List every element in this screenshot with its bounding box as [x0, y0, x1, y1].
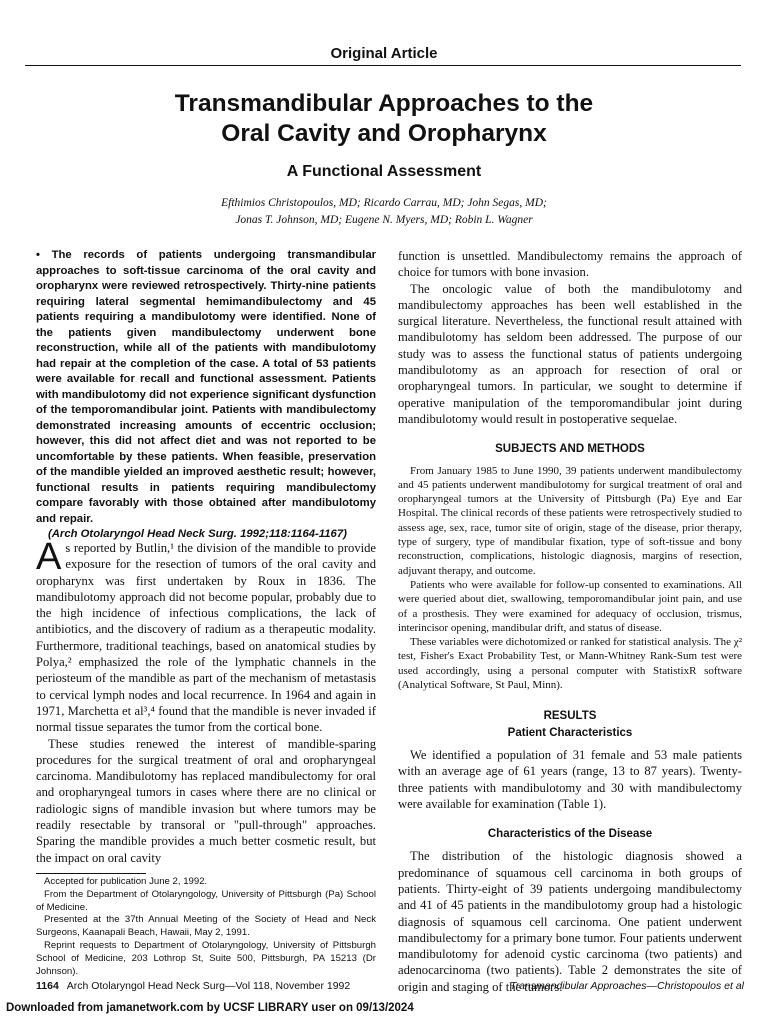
download-notice: Downloaded from jamanetwork.com by UCSF LIBRARY user on 09/13/2024 — [6, 1002, 414, 1014]
patient-characteristics-heading: Patient Characteristics — [507, 726, 633, 739]
results-heading: RESULTS — [543, 710, 597, 723]
abstract — [36, 248, 376, 543]
journal-info: Arch Otolaryngol Head Neck Surg—Vol 118, November 1992 — [66, 980, 351, 992]
footnote-rule — [36, 873, 146, 874]
running-title: Transmandibular Approaches—Christopoulos et al — [509, 980, 744, 992]
article-subtitle: A Functional Assessment — [286, 163, 482, 180]
intro-paragraph-1: As reported by Butlin,¹ the division of the mandible to provide exposure for the resection of tumors of the oral cavity and oropharynx was first undertaken by Roux in 1836. The mandibulotomy approach did not become popular, probably due to the high incidence of infectious complications, the lack of antibiotics, and the discovery of radium as a therapeutic modality. Furthermore, traditional teachings, based on anatomical studies by Polya,² emphasized the role of the lymphatic channels in the periosteum of the mandible as part of the mechanism of metastasis to cervical lymph nodes and local recurrence. In 1964 and again in 1971, Marchetta et al³,⁴ found that the mandible is never invaded if normal tissue separates the tumor from the cortical bone. — [36, 536, 376, 735]
abstract-text: • The records of patients undergoing transmandibular approaches to soft-tissue carcinoma of the oral cavity and oropharynx were reviewed retrospectively. Thirty-nine patients requiring lateral segmental hemimandibulectomy and 45 patients requiring a mandibulotomy were identified. None of the patients given mandibulectomy underwent bone reconstruction, while all of the patients with mandibulotomy had repair at the completion of the case. A total of 53 patients were available for recall and functional assessment. Patients with mandibulotomy did not experience significant dysfunction of the temporomandibular joint. Patients with mandibulectomy demonstrated increasing amounts of eccentric occlusion; however, this did not affect diet and was not reported to be uncomfortable by these patients. When feasible, preservation of the mandible yielded an improved aesthetic result; however, functional results in patients requiring mandibulectomy compare favorably with those obtained after mandibulotomy and repair. — [36, 249, 376, 525]
right-column — [398, 248, 742, 995]
footnote-affiliation: From the Department of Otolaryngology, University of Pittsburgh (Pa) School of Medicine. — [36, 888, 376, 913]
page-footer-left — [36, 980, 350, 992]
abstract-citation: (Arch Otolaryngol Head Neck Surg. 1992;118:1164-1167) — [48, 528, 347, 540]
disease-characteristics-heading: Characteristics of the Disease — [487, 828, 653, 841]
methods-heading: SUBJECTS AND METHODS — [495, 443, 645, 456]
footnote-reprint: Reprint requests to Department of Otolaryngology, University of Pittsburgh School of Medicine, 203 Lothrop St, Suite 500, Pittsburgh, PA 15213 (Dr Johnson). — [36, 939, 376, 977]
intro-paragraph-3: function is unsettled. Mandibulectomy remains the approach of choice for tumors with bone invasion. — [398, 249, 742, 280]
page-number: 1164 — [36, 980, 59, 992]
header-rule — [25, 65, 741, 66]
methods-paragraph-1: From January 1985 to June 1990, 39 patients underwent mandibulectomy and 45 patients underwent mandibulotomy for surgical treatment of oral and oropharyngeal tumors at the University of Pittsburgh (Pa) Eye and Ear Hospital. The clinical records of these patients were retrospectively studied to assess age, sex, race, tumor site of origin, stage of the disease, prior therapy, type of surgery, type of mandibular fixation, type of soft-tissue and bony reconstruction, complications, histologic diagnosis, margins of resection, adjuvant therapy, and outcome. — [398, 464, 742, 577]
footnote-accepted: Accepted for publication June 2, 1992. — [44, 876, 208, 887]
article-title — [0, 89, 768, 149]
intro-paragraph-4: The oncologic value of both the mandibulotomy and mandibulectomy approaches has been well established in the surgical literature. Nevertheless, the functional result attained with mandibulotomy has seldom been addressed. The purpose of our study was to assess the functional status of patients undergoing mandibulotomy as an approach for resection of oral or oropharyngeal tumors. In particular, we sought to determine if operative manipulation of the temporomandibular joint during mandibulotomy would result in postoperative sequelae. — [398, 281, 742, 426]
results-paragraph-1: We identified a population of 31 female and 53 male patients with an average age of 61 years (range, 13 to 87 years). Twenty-three patients with mandibulotomy and 30 with mandibulectomy were available for examination (Table 1). — [398, 747, 742, 811]
methods-section — [398, 464, 742, 693]
authors-line-2: Jonas T. Johnson, MD; Eugene N. Myers, MD; Robin L. Wagner — [235, 214, 533, 226]
footnote-presented: Presented at the 37th Annual Meeting of the Society of Head and Neck Surgeons, Kaanapali Beach, Hawaii, May 2, 1991. — [36, 914, 376, 939]
introduction — [36, 536, 376, 866]
title-line-2: Oral Cavity and Oropharynx — [221, 120, 547, 147]
authors-line-1: Efthimios Christopoulos, MD; Ricardo Carrau, MD; John Segas, MD; — [221, 197, 547, 209]
methods-paragraph-3: These variables were dichotomized or ranked for statistical analysis. The χ² test, Fisher's Exact Probability Test, or Mann-Whitney Rank-Sum test were used accordingly, using a personal computer with StatistixR software (Analytical Software, St Paul, Minn). — [398, 636, 742, 692]
intro-paragraph-2: These studies renewed the interest of mandible-sparing procedures for the surgical treatment of oral and oropharyngeal carcinoma. Mandibulotomy has replaced mandibulectomy for oral and oropharyngeal tumors in cases where there are no clinical or radiologic signs of mandible invasion but where tumors may be readily resectable by transoral or "pull-through" approaches. Sparing the mandible provides a much better cosmetic result, but the impact on oral cavity — [36, 736, 376, 865]
footnotes — [36, 876, 376, 978]
author-list — [0, 195, 768, 229]
methods-paragraph-2: Patients who were available for follow-up consented to examinations. All were queried about diet, swallowing, temporomandibular joint pain, and use of a prosthesis. They were examined for adequacy of occlusion, trismus, interincisor opening, mandibular drift, and status of disease. — [398, 578, 742, 634]
results-paragraph-2: The distribution of the histologic diagnosis showed a predominance of squamous cell carcinoma in both groups of patients. Thirty-eight of 39 patients undergoing mandibulectomy and 41 of 45 patients in the mandibulotomy group had a histologic diagnosis of squamous cell carcinoma. One patient underwent mandibulectomy for a primary bone tumor. Four patients underwent mandibulotomy for adenoid cystic carcinoma (two patients) and adenocarcinoma (two patients). Table 2 demonstrates the site of origin and staging of the tumors. — [398, 849, 742, 994]
section-label: Original Article — [330, 45, 438, 62]
title-line-1: Transmandibular Approaches to the — [174, 90, 594, 117]
drop-cap: A — [36, 536, 62, 578]
